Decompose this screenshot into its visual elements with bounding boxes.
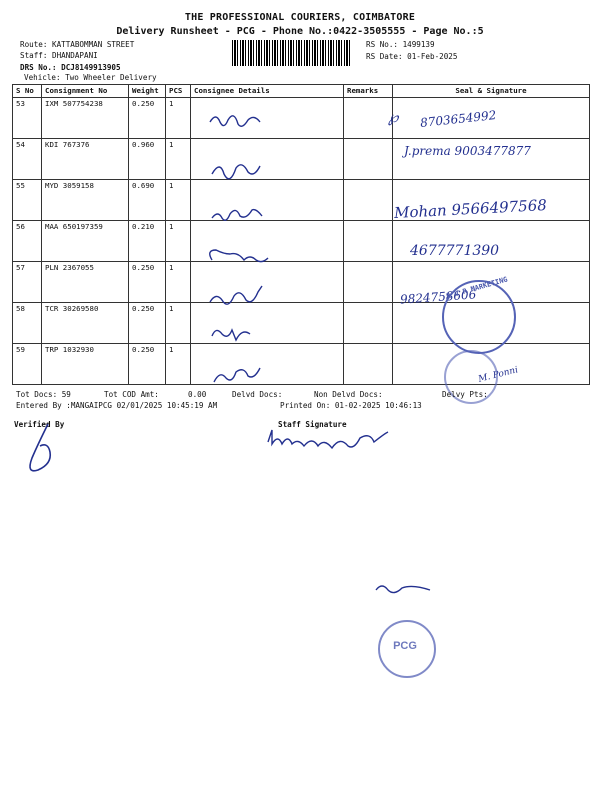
- cell-remarks: [344, 262, 393, 303]
- cell-sno: 53: [13, 98, 42, 139]
- cell-remarks: [344, 98, 393, 139]
- col-weight: Weight: [129, 85, 166, 98]
- cell-sno: 58: [13, 303, 42, 344]
- vehicle-label: Vehicle: Two Wheeler Delivery: [24, 73, 157, 82]
- handwritten-name-54: J.prema 9003477877: [404, 144, 531, 158]
- cell-consignment: KDI 767376: [42, 139, 129, 180]
- delivered-docs: Delvd Docs:: [232, 390, 283, 399]
- cell-consignment: TRP 1032930: [42, 344, 129, 385]
- cell-weight: 0.250: [129, 98, 166, 139]
- cell-consignment: MAA 650197359: [42, 221, 129, 262]
- pcg-stamp-text: PCG: [393, 640, 417, 652]
- table-header-row: [13, 85, 590, 98]
- staff-signature-label: Staff Signature: [278, 420, 347, 429]
- verified-by-label: Verified By: [14, 420, 65, 429]
- rs-number: RS No.: 1499139: [366, 40, 435, 49]
- cell-weight: 0.250: [129, 262, 166, 303]
- staff-label: Staff: DHANDAPANI: [20, 51, 98, 60]
- cell-pcs: 1: [166, 180, 191, 221]
- cell-pcs: 1: [166, 344, 191, 385]
- col-seal-signature: Seal & Signature: [393, 85, 590, 98]
- cell-weight: 0.690: [129, 180, 166, 221]
- cell-consignment: PLN 2367055: [42, 262, 129, 303]
- printed-on: Printed On: 01-02-2025 10:46:13: [280, 401, 422, 410]
- cell-remarks: [344, 180, 393, 221]
- col-pcs: PCS: [166, 85, 191, 98]
- cell-weight: 0.960: [129, 139, 166, 180]
- cell-pcs: 1: [166, 221, 191, 262]
- handwritten-name-59: M. Ponni: [477, 365, 520, 385]
- cell-remarks: [344, 303, 393, 344]
- cell-sno: 56: [13, 221, 42, 262]
- total-cod-label: Tot COD Amt:: [104, 390, 159, 399]
- total-docs: Tot Docs: 59: [16, 390, 71, 399]
- handwritten-phone-57: 4677771390: [410, 243, 500, 259]
- cell-weight: 0.250: [129, 303, 166, 344]
- cell-sno: 55: [13, 180, 42, 221]
- handwritten-phone-56: Mohan 9566497568: [393, 196, 548, 222]
- col-consignee-details: Consignee Details: [191, 85, 344, 98]
- runsheet-subtitle: Delivery Runsheet - PCG - Phone No.:0422-3505555 - Page No.:5: [116, 26, 484, 37]
- cell-pcs: 1: [166, 303, 191, 344]
- marketing-seal-text: R V R MARKETING: [445, 275, 509, 301]
- col-consignment: Consignment No: [42, 85, 129, 98]
- col-remarks: Remarks: [344, 85, 393, 98]
- lower-signature-scribble: [372, 580, 432, 600]
- barcode: [232, 40, 352, 66]
- handwritten-phone-53: 8703654992: [419, 108, 497, 130]
- col-sno: S No: [13, 85, 42, 98]
- staff-signature-scribble: [262, 424, 412, 454]
- cell-pcs: 1: [166, 139, 191, 180]
- cell-weight: 0.250: [129, 344, 166, 385]
- cell-pcs: 1: [166, 98, 191, 139]
- handwritten-signature: ℘: [388, 108, 399, 126]
- delivery-points: Delvy Pts:: [442, 390, 488, 399]
- cell-weight: 0.210: [129, 221, 166, 262]
- handwritten-phone-58: 9824758606: [399, 287, 477, 307]
- company-title: THE PROFESSIONAL COURIERS, COIMBATORE: [184, 12, 416, 23]
- handwritten-consignee-scribbles: [196, 100, 346, 390]
- cell-consignment: TCR 30269580: [42, 303, 129, 344]
- cell-remarks: [344, 221, 393, 262]
- rs-date: RS Date: 01-Feb-2025: [366, 52, 458, 61]
- cell-sno: 59: [13, 344, 42, 385]
- cell-sno: 54: [13, 139, 42, 180]
- cell-remarks: [344, 139, 393, 180]
- cell-consignment: MYD 3059158: [42, 180, 129, 221]
- cell-pcs: 1: [166, 262, 191, 303]
- verifier-signature: [18, 420, 78, 480]
- cell-consignment: IXM 507754238: [42, 98, 129, 139]
- cell-remarks: [344, 344, 393, 385]
- entered-by: Entered By :MANGAIPCG 02/01/2025 10:45:19 AM: [16, 401, 218, 410]
- route-label: Route: KATTABOMMAN STREET: [20, 40, 135, 49]
- total-cod-value: 0.00: [188, 390, 207, 399]
- cell-sno: 57: [13, 262, 42, 303]
- drs-number: DRS No.: DCJ8149913905: [20, 63, 121, 72]
- non-delivered-docs: Non Delvd Docs:: [314, 390, 383, 399]
